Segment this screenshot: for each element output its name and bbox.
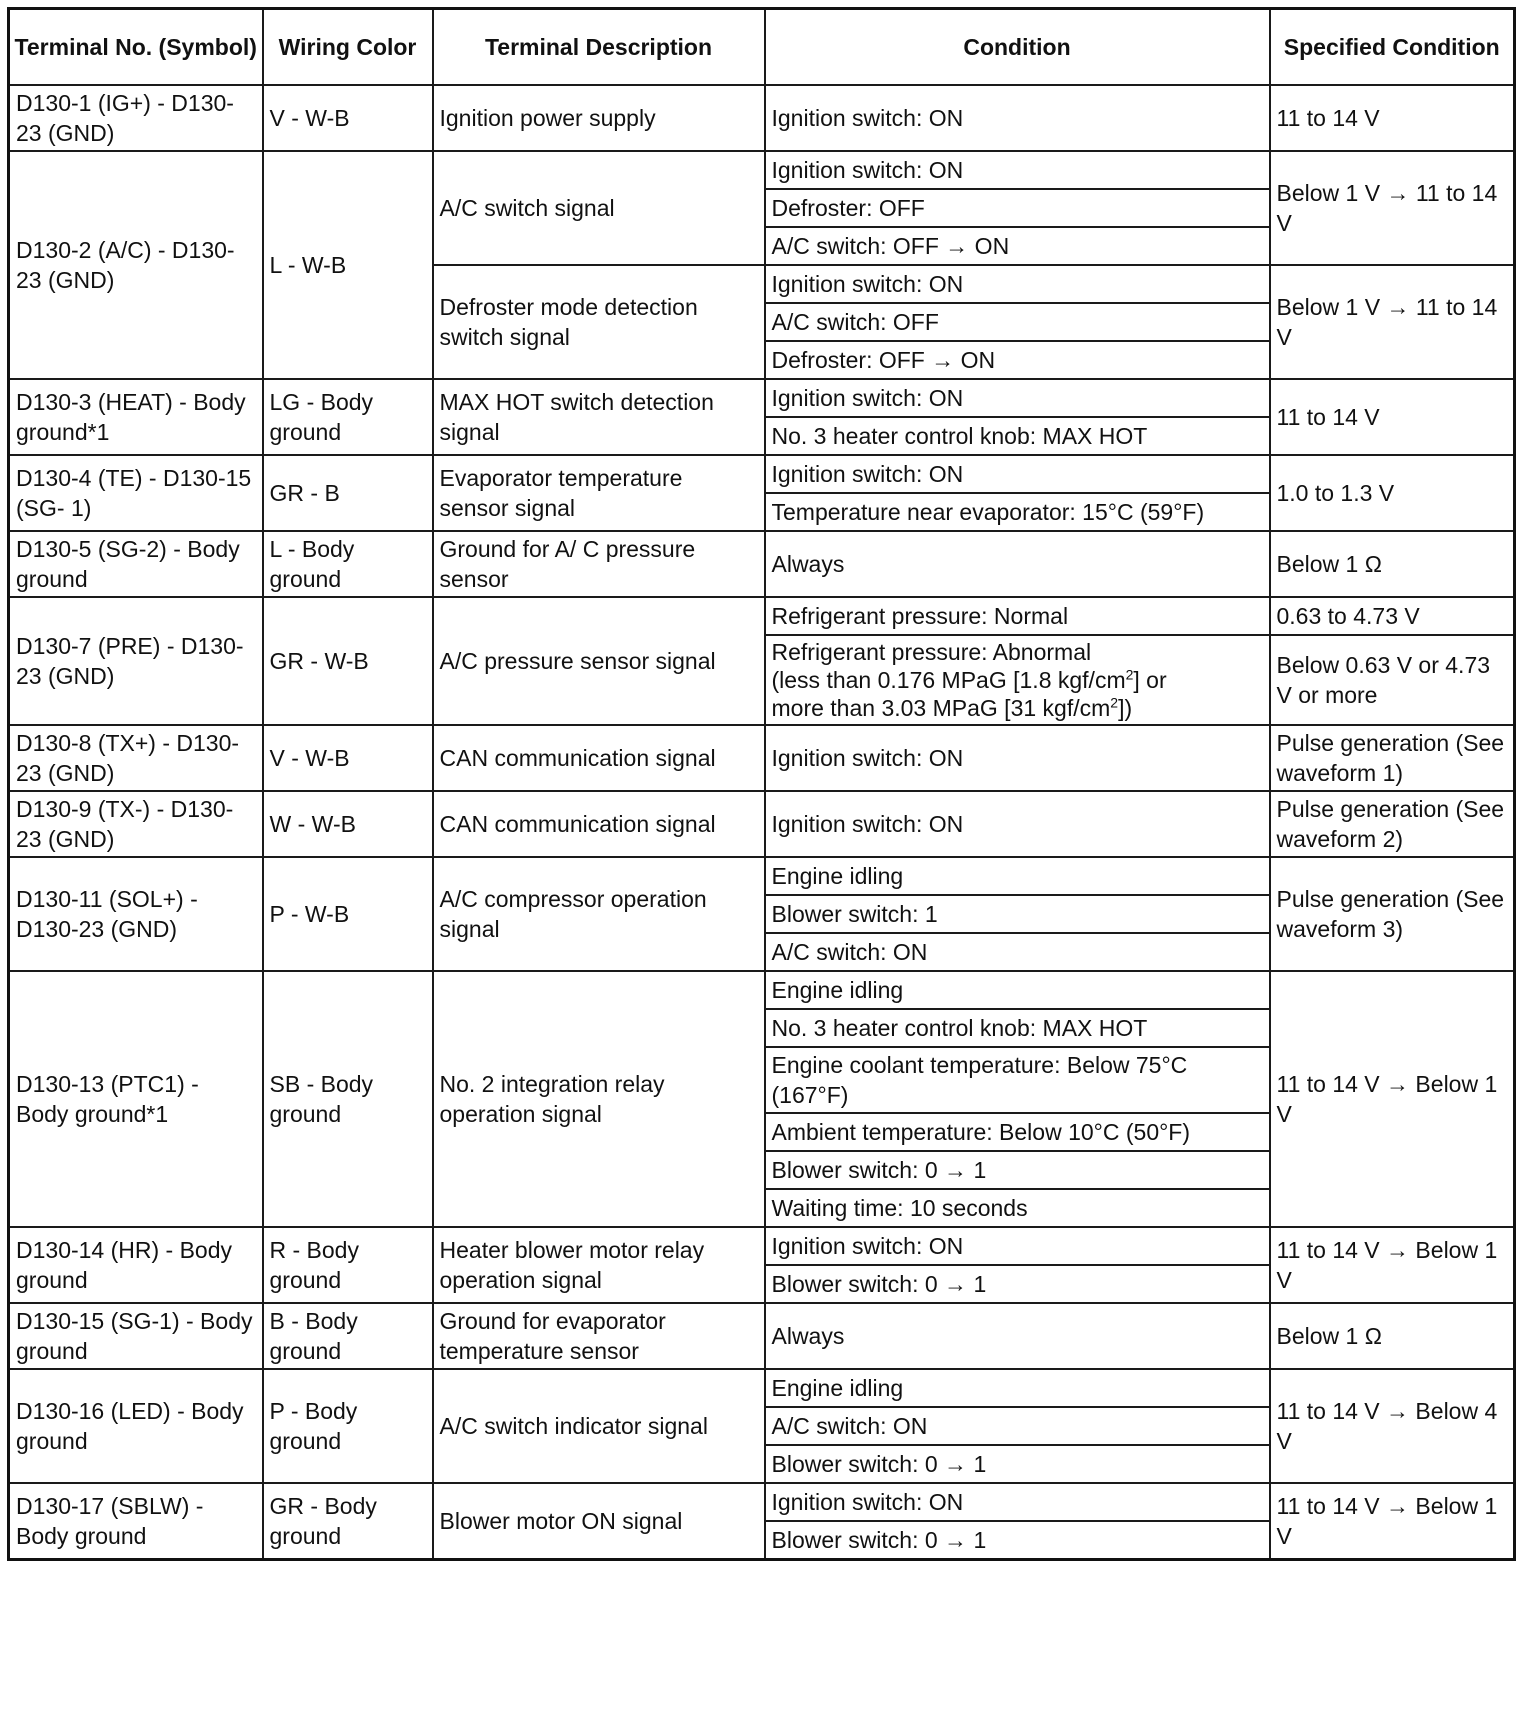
specified-cell: Pulse generation (See waveform 3) [1270, 857, 1515, 971]
condition-cell: A/C switch: ON [765, 1407, 1270, 1445]
specified-cell: Pulse generation (See waveform 1) [1270, 725, 1515, 791]
table-row [9, 1303, 1515, 1369]
terminal-cell: D130-13 (PTC1) - Body ground*1 [9, 971, 263, 1227]
specified-cell: Pulse generation (See waveform 2) [1270, 791, 1515, 857]
condition-cell: No. 3 heater control knob: MAX HOT [765, 417, 1270, 455]
description-cell: Ground for evaporator temperature sensor [433, 1303, 765, 1369]
condition-cell: Blower switch: 0 → 1 [765, 1521, 1270, 1559]
condition-cell: Ignition switch: ON [765, 151, 1270, 189]
condition-cell: Defroster: OFF → ON [765, 341, 1270, 379]
condition-cell: Engine idling [765, 971, 1270, 1009]
condition-cell: Ambient temperature: Below 10°C (50°F) [765, 1113, 1270, 1151]
table-row [9, 455, 1515, 493]
description-cell: CAN communication signal [433, 725, 765, 791]
condition-cell: A/C switch: OFF → ON [765, 227, 1270, 265]
condition-cell: Ignition switch: ON [765, 379, 1270, 417]
condition-text: ]) [1118, 695, 1133, 721]
condition-cell: Blower switch: 0 → 1 [765, 1151, 1270, 1189]
specified-cell: Below 1 Ω [1270, 1303, 1515, 1369]
terminal-cell: D130-16 (LED) - Body ground [9, 1369, 263, 1483]
condition-cell: Always [765, 531, 1270, 597]
condition-cell: Ignition switch: ON [765, 791, 1270, 857]
condition-cell: Ignition switch: ON [765, 725, 1270, 791]
condition-text: more than 3.03 MPaG [31 kgf/cm [771, 695, 1111, 721]
table-row [9, 857, 1515, 895]
header-terminal: Terminal No. (Symbol) [9, 9, 263, 86]
specified-cell: 11 to 14 V [1270, 85, 1515, 151]
specified-cell: Below 0.63 V or 4.73 V or more [1270, 635, 1515, 725]
condition-text: Refrigerant pressure: Abnormal [771, 639, 1092, 665]
description-cell: Ignition power supply [433, 85, 765, 151]
condition-cell: Always [765, 1303, 1270, 1369]
wiring-cell: R - Body ground [263, 1227, 433, 1303]
terminal-cell: D130-2 (A/C) - D130-23 (GND) [9, 151, 263, 379]
condition-cell: Defroster: OFF [765, 189, 1270, 227]
wiring-cell: P - W-B [263, 857, 433, 971]
description-cell: No. 2 integration relay operation signal [433, 971, 765, 1227]
terminal-table [7, 7, 1516, 1561]
header-row [9, 9, 1515, 86]
terminal-cell: D130-5 (SG-2) - Body ground [9, 531, 263, 597]
table-row [9, 725, 1515, 791]
condition-cell: No. 3 heater control knob: MAX HOT [765, 1009, 1270, 1047]
specified-cell: 11 to 14 V → Below 1 V [1270, 1227, 1515, 1303]
condition-cell: Ignition switch: ON [765, 1227, 1270, 1265]
condition-cell: Temperature near evaporator: 15°C (59°F) [765, 493, 1270, 531]
description-cell: Defroster mode detection switch signal [433, 265, 765, 379]
condition-cell: Blower switch: 0 → 1 [765, 1265, 1270, 1303]
specified-cell: Below 1 V → 11 to 14 V [1270, 265, 1515, 379]
header-specified: Specified Condition [1270, 9, 1515, 86]
specified-cell: 0.63 to 4.73 V [1270, 597, 1515, 635]
specified-cell: 11 to 14 V → Below 1 V [1270, 1483, 1515, 1559]
terminal-table-container [7, 7, 1516, 1561]
condition-cell: Refrigerant pressure: Normal [765, 597, 1270, 635]
condition-text: (less than 0.176 MPaG [1.8 kgf/cm [771, 667, 1126, 693]
header-condition: Condition [765, 9, 1270, 86]
description-cell: Heater blower motor relay operation signal [433, 1227, 765, 1303]
condition-cell [765, 635, 1270, 725]
description-cell: A/C switch signal [433, 151, 765, 265]
terminal-cell: D130-7 (PRE) - D130-23 (GND) [9, 597, 263, 725]
description-cell: Blower motor ON signal [433, 1483, 765, 1559]
terminal-cell: D130-17 (SBLW) - Body ground [9, 1483, 263, 1559]
header-wiring-color: Wiring Color [263, 9, 433, 86]
table-row [9, 597, 1515, 635]
wiring-cell: SB - Body ground [263, 971, 433, 1227]
wiring-cell: GR - W-B [263, 597, 433, 725]
description-cell: A/C pressure sensor signal [433, 597, 765, 725]
description-cell: A/C compressor operation signal [433, 857, 765, 971]
description-cell: Ground for A/ C pressure sensor [433, 531, 765, 597]
table-row [9, 791, 1515, 857]
specified-cell: 11 to 14 V [1270, 379, 1515, 455]
terminal-cell: D130-3 (HEAT) - Body ground*1 [9, 379, 263, 455]
specified-cell: 11 to 14 V → Below 1 V [1270, 971, 1515, 1227]
terminal-cell: D130-11 (SOL+) - D130-23 (GND) [9, 857, 263, 971]
wiring-cell: P - Body ground [263, 1369, 433, 1483]
description-cell: A/C switch indicator signal [433, 1369, 765, 1483]
condition-cell: Blower switch: 0 → 1 [765, 1445, 1270, 1483]
wiring-cell: LG - Body ground [263, 379, 433, 455]
description-cell: Evaporator temperature sensor signal [433, 455, 765, 531]
terminal-cell: D130-8 (TX+) - D130-23 (GND) [9, 725, 263, 791]
superscript-text: 2 [1110, 694, 1119, 711]
table-row [9, 971, 1515, 1009]
table-row [9, 1369, 1515, 1407]
condition-cell: Blower switch: 1 [765, 895, 1270, 933]
terminal-cell: D130-4 (TE) - D130-15 (SG- 1) [9, 455, 263, 531]
wiring-cell: GR - Body ground [263, 1483, 433, 1559]
table-row [9, 151, 1515, 189]
condition-cell: Ignition switch: ON [765, 85, 1270, 151]
condition-cell: A/C switch: OFF [765, 303, 1270, 341]
description-cell: MAX HOT switch detection signal [433, 379, 765, 455]
table-row [9, 379, 1515, 417]
table-row [9, 1483, 1515, 1521]
wiring-cell: L - W-B [263, 151, 433, 379]
wiring-cell: V - W-B [263, 85, 433, 151]
condition-cell: A/C switch: ON [765, 933, 1270, 971]
condition-cell: Ignition switch: ON [765, 455, 1270, 493]
table-row [9, 1227, 1515, 1265]
table-body [9, 85, 1515, 1559]
specified-cell: 11 to 14 V → Below 4 V [1270, 1369, 1515, 1483]
terminal-cell: D130-1 (IG+) - D130-23 (GND) [9, 85, 263, 151]
table-row [9, 531, 1515, 597]
wiring-cell: B - Body ground [263, 1303, 433, 1369]
condition-text: ] or [1133, 667, 1167, 693]
wiring-cell: W - W-B [263, 791, 433, 857]
table-row [9, 85, 1515, 151]
condition-cell: Ignition switch: ON [765, 1483, 1270, 1521]
specified-cell: Below 1 V → 11 to 14 V [1270, 151, 1515, 265]
description-cell: CAN communication signal [433, 791, 765, 857]
specified-cell: 1.0 to 1.3 V [1270, 455, 1515, 531]
wiring-cell: L - Body ground [263, 531, 433, 597]
terminal-cell: D130-15 (SG-1) - Body ground [9, 1303, 263, 1369]
header-description: Terminal Description [433, 9, 765, 86]
condition-cell: Engine coolant temperature: Below 75°C (167°F) [765, 1047, 1270, 1113]
superscript-text: 2 [1125, 666, 1134, 683]
condition-cell: Engine idling [765, 1369, 1270, 1407]
specified-cell: Below 1 Ω [1270, 531, 1515, 597]
condition-cell: Waiting time: 10 seconds [765, 1189, 1270, 1227]
condition-cell: Engine idling [765, 857, 1270, 895]
wiring-cell: V - W-B [263, 725, 433, 791]
wiring-cell: GR - B [263, 455, 433, 531]
condition-cell: Ignition switch: ON [765, 265, 1270, 303]
terminal-cell: D130-14 (HR) - Body ground [9, 1227, 263, 1303]
terminal-cell: D130-9 (TX-) - D130-23 (GND) [9, 791, 263, 857]
